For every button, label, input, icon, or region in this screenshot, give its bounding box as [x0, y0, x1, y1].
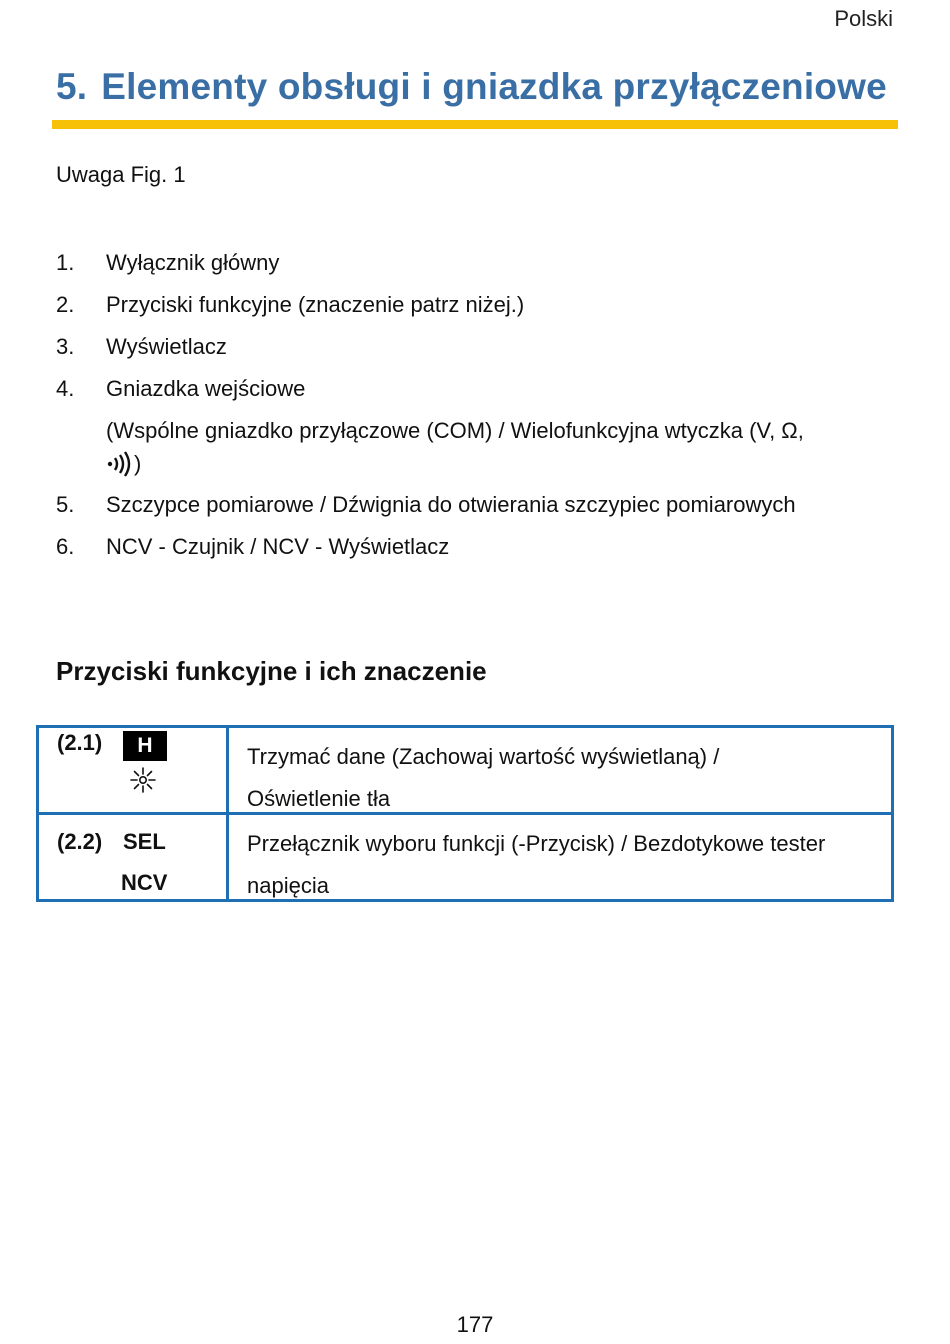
section-number: 5.: [56, 66, 88, 107]
list-item: [56, 484, 896, 526]
sel-key-label: SEL: [123, 829, 166, 854]
section-title: Elementy obsługi i gniazdka przyłączeniowe: [101, 66, 887, 107]
list-item: [56, 242, 896, 284]
description-line: Trzymać dane (Zachowaj wartość wyświetlaną) /: [247, 744, 720, 769]
list-item-number: 6.: [56, 534, 75, 559]
key-code: (2.1): [57, 730, 103, 755]
list-item-subtext: (Wspólne gniazdko przyłączowe (COM) / Wielofunkcyjna wtyczka (V, Ω,: [106, 418, 804, 443]
table-cell-description: [229, 815, 891, 899]
list-item: [56, 368, 896, 480]
figure-note: Uwaga Fig. 1: [56, 162, 186, 187]
list-item-text: Wyłącznik główny: [106, 250, 280, 275]
key-code: (2.2): [57, 829, 103, 854]
section-heading: [56, 66, 887, 108]
description-line: Oświetlenie tła: [247, 786, 391, 811]
language-label: Polski: [834, 6, 893, 31]
list-item-subtext-continued: [106, 448, 896, 480]
list-item-number: 1.: [56, 250, 75, 275]
component-list: [56, 242, 896, 568]
list-item: [56, 326, 896, 368]
heading-underline: [52, 120, 898, 129]
function-keys-table: [36, 725, 894, 902]
list-item-number: 3.: [56, 334, 75, 359]
description-line: napięcia: [247, 873, 329, 898]
subheading: Przyciski funkcyjne i ich znaczenie: [56, 656, 487, 686]
list-item-text: Gniazdka wejściowe: [106, 376, 306, 401]
list-item-text: Wyświetlacz: [106, 334, 227, 359]
list-item-text: Przyciski funkcyjne (znaczenie patrz niżej.): [106, 292, 525, 317]
description-line: Przełącznik wyboru funkcji (-Przycisk) / Bezdotykowe tester: [247, 831, 826, 856]
table-cell-key: [39, 815, 229, 899]
page-number: 177: [456, 1312, 494, 1337]
table-cell-description: [229, 728, 891, 812]
list-item-close-paren: ): [134, 451, 142, 476]
table-row: [39, 728, 891, 812]
list-item-number: 2.: [56, 292, 75, 317]
list-item-text: NCV - Czujnik / NCV - Wyświetlacz: [106, 534, 450, 559]
table-row: [39, 812, 891, 899]
ncv-key-label: NCV: [121, 870, 168, 895]
list-item: [56, 526, 896, 568]
table-cell-key: [39, 728, 229, 812]
continuity-beep-icon: [106, 451, 134, 477]
list-item: [56, 284, 896, 326]
list-item-text: Szczypce pomiarowe / Dźwignia do otwierania szczypiec pomiarowych: [106, 492, 796, 517]
list-item-number: 4.: [56, 376, 75, 401]
list-item-number: 5.: [56, 492, 75, 517]
sun-icon: [129, 766, 157, 794]
hold-key-badge: H: [123, 731, 167, 761]
